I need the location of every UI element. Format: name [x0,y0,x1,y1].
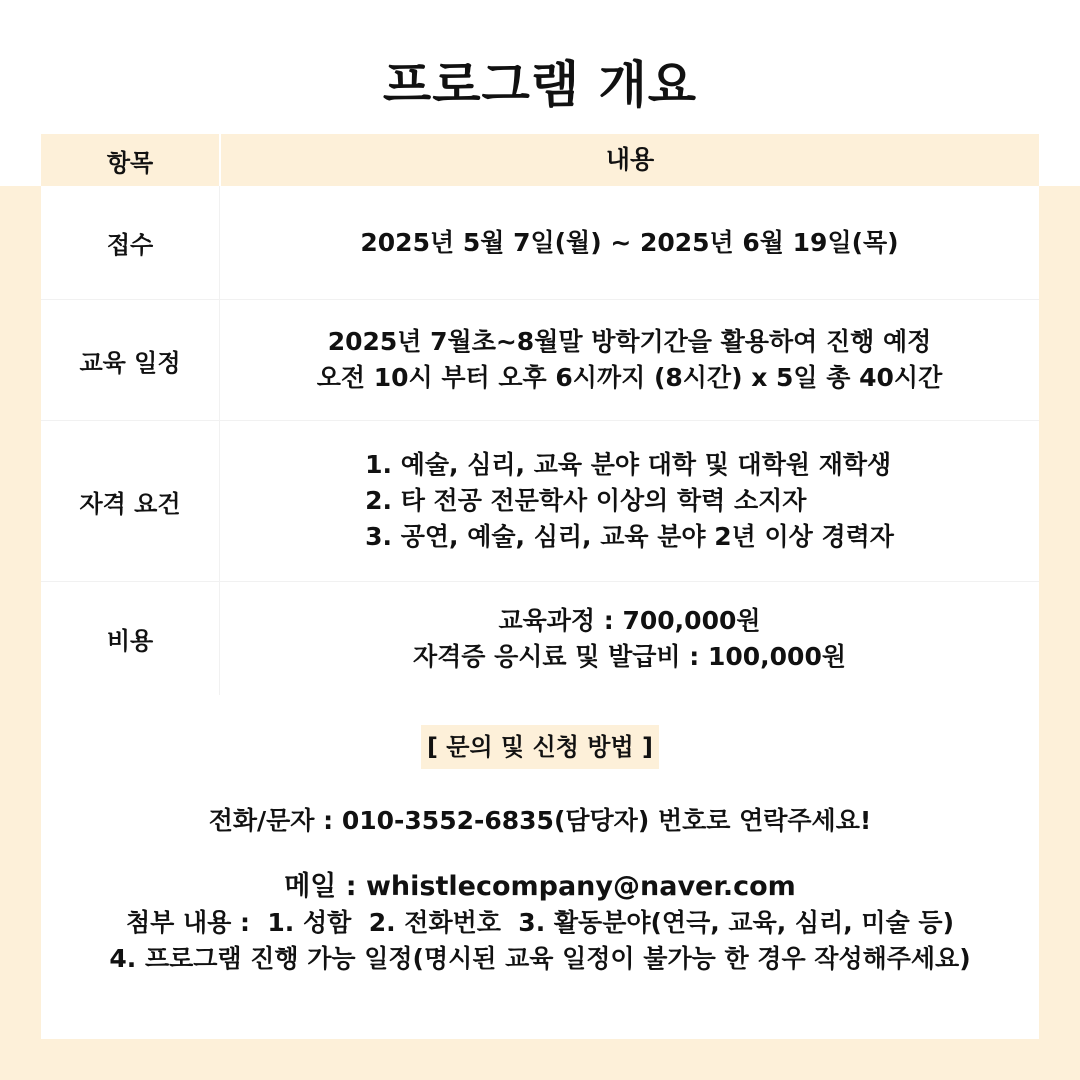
row-content [220,582,1039,695]
spacer [41,769,1039,803]
row-content [220,300,1039,420]
attachments-line-1: 첨부 내용 : 1. 성함 2. 전화번호 3. 활동분야(연극, 교육, 심리, 미술 등) [125,908,955,937]
program-overview-table [41,134,1039,695]
header-content: 내용 [605,145,655,174]
row-label: 교육 일정 [41,300,220,420]
email-line: 메일 : whistlecompany@naver.com [284,871,796,902]
content-line: 자격증 응시료 및 발급비 : 100,000원 [412,641,847,671]
content-line: 2025년 5월 7일(월) ~ 2025년 6월 19일(목) [360,227,899,257]
contact-heading: [ 문의 및 신청 방법 ] [421,725,659,769]
table-row-eligibility [41,421,1039,582]
spacer [41,839,1039,869]
row-label: 비용 [41,582,220,695]
phone-line: 전화/문자 : 010-3552-6835(담당자) 번호로 연락주세요! [208,806,872,835]
table-header-row [41,134,1039,186]
table-row-schedule [41,300,1039,421]
eligibility-list [365,447,894,555]
list-item: 1. 예술, 심리, 교육 분야 대학 및 대학원 재학생 [365,450,892,479]
content-line: 2025년 7월초~8월말 방학기간을 활용하여 진행 예정 [327,327,932,356]
list-item: 2. 타 전공 전문학사 이상의 학력 소지자 [365,486,807,515]
contact-section [41,725,1039,977]
attachments-line-2: 4. 프로그램 진행 가능 일정(명시된 교육 일정이 불가능 한 경우 작성해주세요) [109,944,971,973]
content-line: 교육과정 : 700,000원 [498,605,761,635]
row-label: 접수 [41,186,220,299]
header-label: 항목 [41,134,221,186]
content-line: 오전 10시 부터 오후 6시까지 (8시간) x 5일 총 40시간 [316,363,943,392]
row-label: 자격 요건 [41,421,220,581]
list-item: 3. 공연, 예술, 심리, 교육 분야 2년 이상 경력자 [365,522,894,551]
page-title: 프로그램 개요 [382,56,698,114]
row-content [220,421,1039,581]
table-row-cost [41,582,1039,695]
table-row-registration [41,186,1039,300]
row-content [220,186,1039,299]
